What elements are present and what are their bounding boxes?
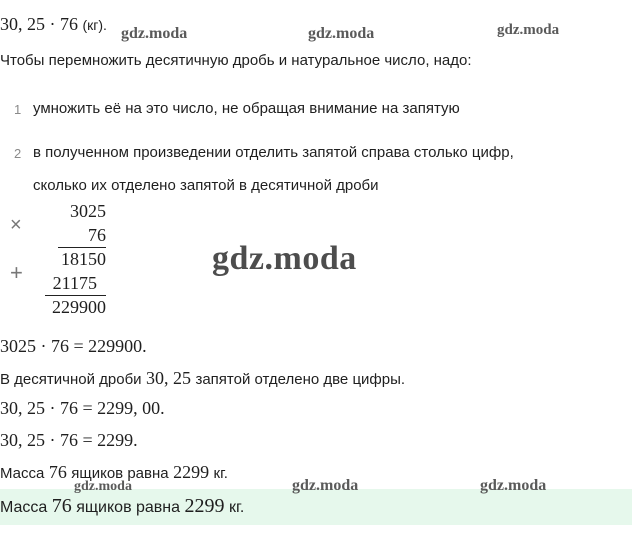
watermark-top-left: gdz.moda bbox=[121, 25, 188, 42]
watermark-bottom-center: gdz.moda bbox=[292, 477, 359, 494]
mass-unit: кг. bbox=[213, 465, 228, 482]
header-expression: 30, 25 · 76 bbox=[0, 14, 78, 34]
step-2-text-line1: в полученном произведении отделить запятой справа столько цифр, bbox=[33, 144, 514, 161]
equation-simplified-product: 30, 25 · 76 = 2299. bbox=[0, 430, 138, 450]
multiplicand: 3025 bbox=[70, 201, 106, 221]
answer-count: 76 bbox=[51, 495, 72, 517]
step-2-text-line2: сколько их отделено запятой в десятичной дроби bbox=[33, 177, 379, 194]
equation-decimal-product: 30, 25 · 76 = 2299, 00. bbox=[0, 398, 165, 418]
answer-value: 2299 bbox=[184, 495, 225, 517]
partial-product-1: 18150 bbox=[61, 249, 106, 269]
fraction-digits-line bbox=[0, 368, 405, 389]
answer-unit: кг. bbox=[228, 499, 245, 516]
plus-sign: + bbox=[10, 260, 23, 285]
header-expression-line bbox=[0, 14, 107, 35]
watermark-center: gdz.moda bbox=[212, 240, 357, 277]
fraction-text-a: В десятичной дроби bbox=[0, 371, 142, 388]
step-1-number: 1 bbox=[14, 102, 22, 117]
watermark-bottom-right: gdz.moda bbox=[480, 477, 547, 494]
partial-product-2: 21175 bbox=[52, 273, 97, 293]
sum-rule bbox=[45, 295, 106, 296]
answer-line bbox=[0, 495, 244, 518]
fraction-number: 30, 25 bbox=[146, 368, 191, 388]
watermark-top-center: gdz.moda bbox=[308, 25, 375, 42]
times-sign: × bbox=[10, 214, 22, 236]
fraction-text-b: запятой отделено две цифры. bbox=[195, 371, 406, 388]
mass-value: 2299 bbox=[173, 462, 210, 482]
multiplication-rule bbox=[58, 247, 106, 248]
step-2-number: 2 bbox=[14, 146, 22, 161]
answer-text-b: ящиков равна bbox=[76, 499, 181, 516]
product-result: 229900 bbox=[52, 297, 106, 317]
header-unit: (кг). bbox=[82, 17, 107, 33]
mass-text-a: Масса bbox=[0, 465, 45, 482]
answer-text-a: Масса bbox=[0, 499, 48, 516]
equation-integer-product: 3025 · 76 = 229900. bbox=[0, 336, 147, 356]
watermark-bottom-left: gdz.moda bbox=[74, 479, 132, 494]
intro-text: Чтобы перемножить десятичную дробь и натуральное число, надо: bbox=[0, 52, 472, 69]
multiplier: 76 bbox=[88, 225, 106, 245]
mass-text-b: ящиков равна bbox=[71, 465, 169, 482]
mass-count: 76 bbox=[48, 462, 67, 482]
watermark-top-right: gdz.moda bbox=[497, 22, 560, 38]
step-1-text: умножить её на это число, не обращая внимание на запятую bbox=[33, 100, 460, 117]
